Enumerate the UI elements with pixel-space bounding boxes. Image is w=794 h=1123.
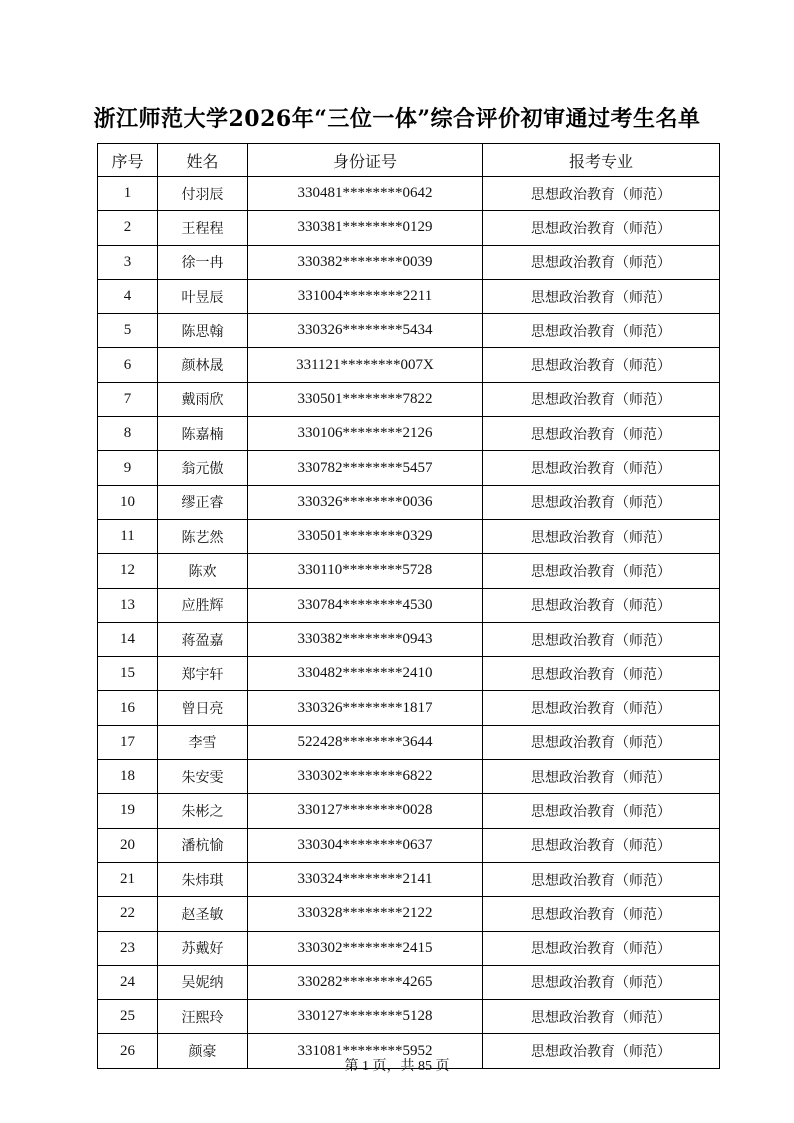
row-id-number: 330382********0943 — [248, 622, 483, 656]
table-row — [98, 965, 720, 999]
row-id-number: 331121********007X — [248, 348, 483, 382]
row-index: 9 — [98, 451, 158, 485]
row-id-number: 330127********5128 — [248, 1000, 483, 1034]
row-index: 19 — [98, 794, 158, 828]
row-index: 5 — [98, 314, 158, 348]
row-name: 郑宇轩 — [158, 657, 248, 691]
table-row — [98, 348, 720, 382]
row-name: 赵圣敏 — [158, 897, 248, 931]
table-row — [98, 245, 720, 279]
row-major: 思想政治教育（师范） — [483, 382, 720, 416]
table-row — [98, 211, 720, 245]
table-row — [98, 279, 720, 313]
row-id-number: 522428********3644 — [248, 725, 483, 759]
row-major: 思想政治教育（师范） — [483, 794, 720, 828]
page-number: 第 1 页，共 85 页 — [344, 1059, 450, 1074]
row-major: 思想政治教育（师范） — [483, 760, 720, 794]
row-index: 23 — [98, 931, 158, 965]
row-major: 思想政治教育（师范） — [483, 657, 720, 691]
table-row — [98, 554, 720, 588]
row-id-number: 330501********0329 — [248, 519, 483, 553]
table-row — [98, 451, 720, 485]
row-id-number: 330304********0637 — [248, 828, 483, 862]
row-name: 戴雨欣 — [158, 382, 248, 416]
row-id-number: 330110********5728 — [248, 554, 483, 588]
header-name: 姓名 — [158, 144, 248, 177]
row-id-number: 330784********4530 — [248, 588, 483, 622]
header-major: 报考专业 — [483, 144, 720, 177]
row-index: 3 — [98, 245, 158, 279]
table-row — [98, 931, 720, 965]
table-row — [98, 897, 720, 931]
row-name: 翁元傲 — [158, 451, 248, 485]
row-name: 吴妮纳 — [158, 965, 248, 999]
table-row — [98, 657, 720, 691]
row-id-number: 330106********2126 — [248, 417, 483, 451]
row-index: 7 — [98, 382, 158, 416]
row-id-number: 330481********0642 — [248, 177, 483, 211]
row-name: 陈欢 — [158, 554, 248, 588]
row-major: 思想政治教育（师范） — [483, 828, 720, 862]
row-index: 4 — [98, 279, 158, 313]
row-id-number: 330326********1817 — [248, 691, 483, 725]
table-row — [98, 691, 720, 725]
row-index: 10 — [98, 485, 158, 519]
row-id-number: 330127********0028 — [248, 794, 483, 828]
table-row — [98, 485, 720, 519]
row-index: 21 — [98, 862, 158, 896]
header-index: 序号 — [98, 144, 158, 177]
row-major: 思想政治教育（师范） — [483, 519, 720, 553]
table-row — [98, 828, 720, 862]
table-row — [98, 417, 720, 451]
row-index: 12 — [98, 554, 158, 588]
row-id-number: 330282********4265 — [248, 965, 483, 999]
table-row — [98, 588, 720, 622]
table-row — [98, 794, 720, 828]
row-major: 思想政治教育（师范） — [483, 314, 720, 348]
table-row — [98, 725, 720, 759]
row-id-number: 330328********2122 — [248, 897, 483, 931]
row-major: 思想政治教育（师范） — [483, 931, 720, 965]
row-id-number: 330782********5457 — [248, 451, 483, 485]
row-major: 思想政治教育（师范） — [483, 245, 720, 279]
row-index: 22 — [98, 897, 158, 931]
row-index: 14 — [98, 622, 158, 656]
row-major: 思想政治教育（师范） — [483, 1034, 720, 1068]
row-major: 思想政治教育（师范） — [483, 588, 720, 622]
row-major: 思想政治教育（师范） — [483, 348, 720, 382]
row-major: 思想政治教育（师范） — [483, 417, 720, 451]
table-row — [98, 314, 720, 348]
row-name: 陈嘉楠 — [158, 417, 248, 451]
row-major: 思想政治教育（师范） — [483, 862, 720, 896]
row-id-number: 331081********5952 — [248, 1034, 483, 1068]
row-name: 李雪 — [158, 725, 248, 759]
row-name: 应胜辉 — [158, 588, 248, 622]
table-row — [98, 177, 720, 211]
table-row — [98, 519, 720, 553]
row-name: 陈艺然 — [158, 519, 248, 553]
row-major: 思想政治教育（师范） — [483, 211, 720, 245]
row-index: 18 — [98, 760, 158, 794]
table-row — [98, 622, 720, 656]
row-id-number: 330326********0036 — [248, 485, 483, 519]
row-index: 24 — [98, 965, 158, 999]
row-major: 思想政治教育（师范） — [483, 279, 720, 313]
row-name: 蒋盈嘉 — [158, 622, 248, 656]
row-index: 2 — [98, 211, 158, 245]
row-name: 汪熙玲 — [158, 1000, 248, 1034]
row-major: 思想政治教育（师范） — [483, 725, 720, 759]
row-index: 8 — [98, 417, 158, 451]
header-id-number: 身份证号 — [248, 144, 483, 177]
row-name: 苏戴好 — [158, 931, 248, 965]
row-name: 缪正睿 — [158, 485, 248, 519]
row-id-number: 330382********0039 — [248, 245, 483, 279]
row-name: 朱炜琪 — [158, 862, 248, 896]
page-title: 浙江师范大学2026年“三位一体”综合评价初审通过考生名单 — [93, 106, 701, 132]
row-name: 潘杭愉 — [158, 828, 248, 862]
row-index: 13 — [98, 588, 158, 622]
row-id-number: 330302********6822 — [248, 760, 483, 794]
row-index: 6 — [98, 348, 158, 382]
row-id-number: 330324********2141 — [248, 862, 483, 896]
row-major: 思想政治教育（师范） — [483, 485, 720, 519]
table-body — [98, 177, 720, 1069]
row-id-number: 330482********2410 — [248, 657, 483, 691]
row-major: 思想政治教育（师范） — [483, 451, 720, 485]
table-row — [98, 760, 720, 794]
row-major: 思想政治教育（师范） — [483, 1000, 720, 1034]
row-index: 17 — [98, 725, 158, 759]
row-id-number: 330302********2415 — [248, 931, 483, 965]
row-name: 叶昱辰 — [158, 279, 248, 313]
row-name: 徐一冉 — [158, 245, 248, 279]
table-header-row — [98, 144, 720, 177]
row-name: 曾日亮 — [158, 691, 248, 725]
row-id-number: 330326********5434 — [248, 314, 483, 348]
row-index: 1 — [98, 177, 158, 211]
row-major: 思想政治教育（师范） — [483, 622, 720, 656]
row-index: 26 — [98, 1034, 158, 1068]
row-index: 11 — [98, 519, 158, 553]
row-name: 王程程 — [158, 211, 248, 245]
row-name: 颜豪 — [158, 1034, 248, 1068]
row-major: 思想政治教育（师范） — [483, 691, 720, 725]
row-name: 颜林晟 — [158, 348, 248, 382]
row-major: 思想政治教育（师范） — [483, 965, 720, 999]
row-major: 思想政治教育（师范） — [483, 897, 720, 931]
row-name: 陈思翰 — [158, 314, 248, 348]
candidate-table — [97, 143, 720, 1069]
row-name: 朱彬之 — [158, 794, 248, 828]
row-id-number: 330501********7822 — [248, 382, 483, 416]
row-major: 思想政治教育（师范） — [483, 177, 720, 211]
row-index: 20 — [98, 828, 158, 862]
row-index: 16 — [98, 691, 158, 725]
row-name: 付羽辰 — [158, 177, 248, 211]
row-index: 15 — [98, 657, 158, 691]
row-major: 思想政治教育（师范） — [483, 554, 720, 588]
table-row — [98, 862, 720, 896]
table-row — [98, 1000, 720, 1034]
table-row — [98, 382, 720, 416]
row-id-number: 330381********0129 — [248, 211, 483, 245]
row-index: 25 — [98, 1000, 158, 1034]
row-id-number: 331004********2211 — [248, 279, 483, 313]
row-name: 朱安雯 — [158, 760, 248, 794]
